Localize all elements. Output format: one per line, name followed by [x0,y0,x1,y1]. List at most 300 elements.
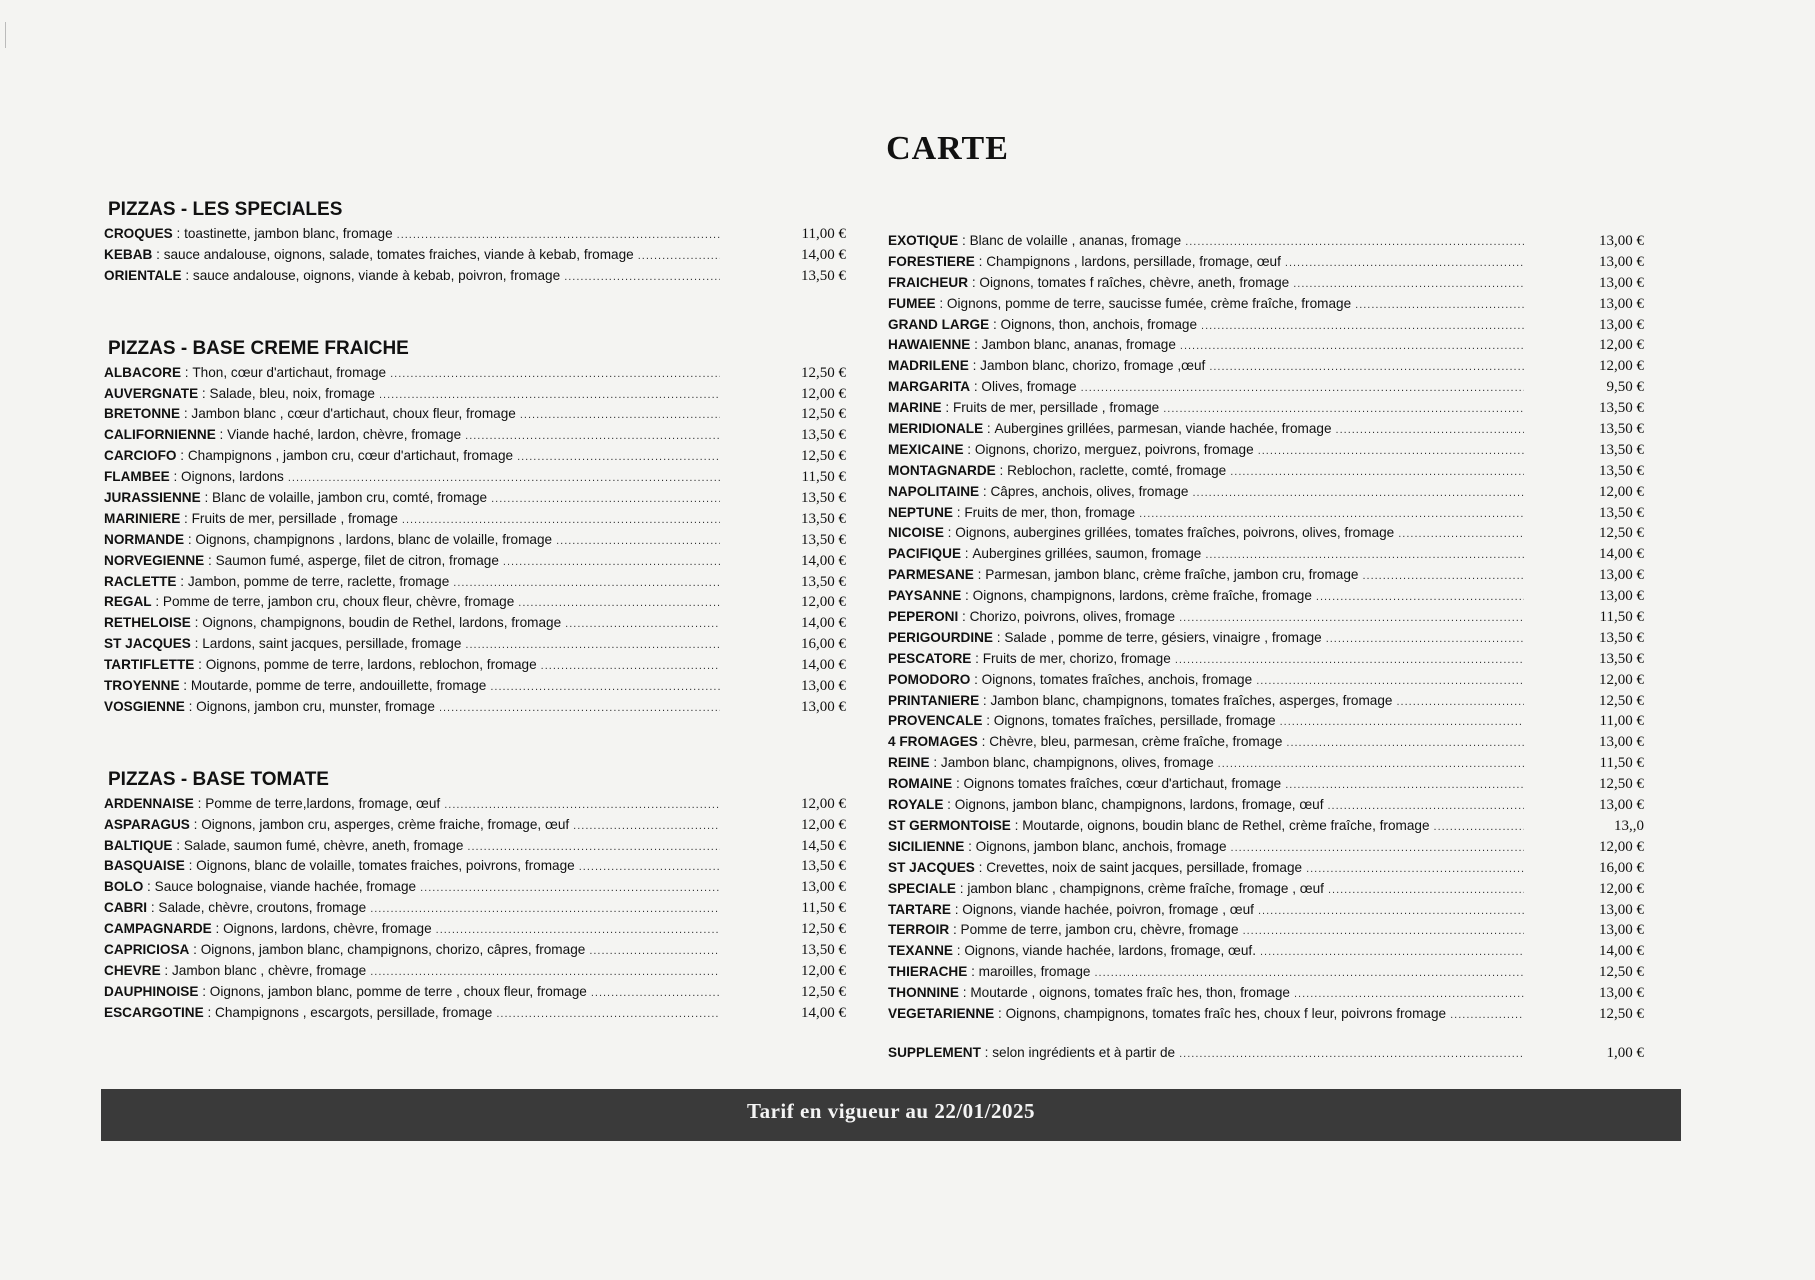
menu-item-description: Jambon, pomme de terre, raclette, fromage [187,573,450,589]
menu-item-price: 12,00 € [801,594,846,611]
menu-item-separator: : [982,713,994,729]
menu-item [104,224,846,245]
menu-item-separator: : [215,427,228,443]
menu-item-price: 13,50 € [1599,441,1644,458]
menu-item-description: Jambon blanc, champignons, olives, fromage [940,755,1214,771]
menu-item-name: THIERACHE [888,964,968,980]
menu-item-description: Fruits de mer, persillade , fromage [952,400,1160,416]
menu-item-separator: : [203,1004,216,1020]
menu-item [104,940,846,961]
menu-item-separator: : [961,546,973,562]
menu-item-description: Chorizo, poivrons, olives, fromage [969,609,1176,625]
menu-item-name: NORVEGIENNE [104,552,205,568]
menu-item-description: Moutarde, pomme de terre, andouillette, fromage [190,678,487,694]
menu-item-separator: : [189,942,201,958]
menu-item [104,245,846,266]
menu-item-separator: : [180,510,192,526]
leader-dots [379,385,720,406]
menu-item [104,613,846,634]
menu-item-text [104,245,724,267]
menu-item-name: MONTAGNARDE [888,462,996,478]
menu-item-price: 11,50 € [801,900,846,917]
menu-item-price: 13,50 € [801,573,846,590]
leader-dots [1328,880,1524,901]
leader-dots [564,267,720,288]
menu-item-name: BASQUAISE [104,858,185,874]
menu-item-price: 13,50 € [801,531,846,548]
menu-item-text [104,1003,724,1025]
menu-item-name: MEXICAINE [888,441,964,457]
menu-item-price: 12,00 € [801,816,846,833]
section-title: PIZZAS - BASE TOMATE [108,768,329,790]
leader-dots [1218,754,1524,775]
menu-item-text [104,919,724,941]
menu-item-price: 14,00 € [801,657,846,674]
leader-dots [1450,1005,1524,1026]
menu-item-price: 11,50 € [1599,609,1644,626]
menu-item-text [104,363,724,385]
right-column [888,231,1644,1064]
supplement-row [888,1043,1644,1064]
menu-item-separator: : [961,588,973,604]
menu-item-price: 13,50 € [1599,421,1644,438]
menu-item-description: Pomme de terre,lardons, fromage, œuf [205,795,441,811]
menu-item-price: 14,00 € [801,615,846,632]
menu-item-separator: : [995,462,1008,478]
menu-item-text [888,273,1528,295]
menu-item-separator: : [184,698,197,714]
menu-item-text [104,224,724,246]
menu-item-price: 12,50 € [801,406,846,423]
menu-item-name: MARINE [888,400,942,416]
menu-section [104,337,846,718]
menu-item-text [888,398,1528,420]
menu-item-name: FUMEE [888,295,936,311]
menu-item-name: TARTARE [888,901,951,917]
menu-item-description: Aubergines grillées, saumon, fromage [972,546,1202,562]
leader-dots [397,225,720,246]
menu-item-name: NEPTUNE [888,504,953,520]
menu-item-text [104,655,724,677]
menu-item-price: 14,00 € [801,1004,846,1021]
menu-item-separator: : [994,1005,1006,1021]
leader-dots [402,510,720,531]
menu-item-text [104,488,724,510]
leader-dots [541,656,720,677]
menu-item-name: ORIENTALE [104,267,182,283]
menu-item-description: Jambon blanc, chorizo, fromage ,œuf [980,358,1206,374]
menu-item-text [888,774,1528,796]
menu-item-price: 12,00 € [801,962,846,979]
menu-item-text [888,649,1528,671]
leader-dots [1396,692,1524,713]
menu-item-text [888,482,1528,504]
menu-item-price: 14,00 € [801,246,846,263]
menu-item-price: 12,00 € [1599,337,1644,354]
menu-item-price: 14,00 € [1599,943,1644,960]
menu-item [104,898,846,919]
menu-item-text [888,816,1528,838]
menu-item-text [888,315,1528,337]
page-title: CARTE [886,130,1009,167]
menu-item-text [104,898,724,920]
menu-item-description: Champignons , lardons, persillade, fromage, œuf [986,253,1281,269]
menu-item-price: 12,50 € [1599,692,1644,709]
menu-item-name: SICILIENNE [888,838,965,854]
menu-item-text [888,252,1528,274]
menu-item-price: 13,00 € [1599,922,1644,939]
menu-item-price: 12,50 € [1599,776,1644,793]
leader-dots [496,1004,720,1025]
menu-item-name: ASPARAGUS [104,816,190,832]
leader-dots [638,246,720,267]
menu-item-text [888,691,1528,713]
menu-item [888,419,1644,440]
menu-item-separator: : [181,267,193,283]
menu-item-text [104,697,724,719]
menu-item-description: Oignons, aubergines grillées, tomates fraîches, poivrons, olives, fromage [955,525,1395,541]
menu-item [104,815,846,836]
menu-item-description: Oignons, champignons , lardons, blanc de volaille, fromage [195,531,553,547]
menu-item-description: maroilles, fromage [978,964,1091,980]
menu-item-description: Oignons, tomates fraîches, persillade, fromage [993,713,1276,729]
menu-item [888,879,1644,900]
menu-item-separator: : [959,985,971,1001]
menu-item-price: 13,00 € [801,678,846,695]
menu-item-separator: : [169,469,182,485]
menu-item-separator: : [964,838,976,854]
menu-item-text [888,231,1528,253]
menu-item-name: PACIFIQUE [888,546,962,562]
menu-item-name: AUVERGNATE [104,385,199,401]
menu-item [104,697,846,718]
menu-item-description: Oignons, champignons, tomates fraîc hes, choux f leur, poivrons fromage [1005,1005,1447,1021]
menu-item-description: Salade, bleu, noix, fromage [209,385,375,401]
leader-dots [556,531,720,552]
menu-item-description: Oignons, tomates fraîches, anchois, fromage [981,671,1253,687]
menu-item-description: jambon blanc , champignons, crème fraîche, fromage , œuf [967,880,1324,896]
menu-item-name: CAPRICIOSA [104,942,190,958]
menu-item-description: Thon, cœur d'artichaut, fromage [192,364,387,380]
menu-item-text [104,467,724,489]
menu-item-price: 12,50 € [801,983,846,1000]
menu-item-text [104,404,724,426]
menu-item-name: TERROIR [888,922,950,938]
footer-bar: Tarif en vigueur au 22/01/2025 [101,1089,1681,1141]
menu-item-separator: : [955,880,968,896]
menu-item-description: Jambon blanc , chèvre, fromage [172,962,367,978]
menu-item-description: Oignons, jambon blanc, champignons, lardons, fromage, œuf [954,797,1324,813]
menu-item-price: 13,00 € [1599,797,1644,814]
menu-item-price: 12,00 € [1599,671,1644,688]
menu-item-description: Lardons, saint jacques, persillade, fromage [202,636,462,652]
menu-item-description: Parmesan, jambon blanc, crème fraîche, jambon cru, fromage [985,567,1359,583]
leader-dots [1260,942,1524,963]
menu-item-price: 12,00 € [801,795,846,812]
menu-item [888,795,1644,816]
menu-item [104,363,846,384]
menu-item-description: Salade, chèvre, croutons, fromage [158,900,367,916]
menu-item-name: PAYSANNE [888,588,962,604]
menu-item-name: FRAICHEUR [888,274,969,290]
menu-item-text [104,551,724,573]
leader-dots [1306,859,1524,880]
menu-item-text [888,983,1528,1005]
menu-item-price: 12,50 € [1599,1005,1644,1022]
menu-item [888,231,1644,252]
menu-item-separator: : [198,983,210,999]
menu-item [104,1003,846,1024]
menu-item-price: 14,00 € [1599,546,1644,563]
menu-item-separator: : [979,483,991,499]
leader-dots [1258,441,1524,462]
menu-item-separator: : [993,629,1005,645]
menu-item-separator: : [160,962,172,978]
menu-item-name: PROVENCALE [888,713,983,729]
menu-item-description: Oignons, thon, anchois, fromage [1000,316,1198,332]
menu-item-description: Oignons, viande hachée, lardons, fromage, œuf. [964,943,1256,959]
menu-item-price: 13,50 € [801,267,846,284]
menu-item-name: CALIFORNIENNE [104,427,216,443]
leader-dots [503,552,720,573]
menu-item-name: ST JACQUES [888,859,975,875]
menu-item-text [888,941,1528,963]
menu-item-separator: : [179,678,191,694]
menu-item-name: GRAND LARGE [888,316,990,332]
menu-item-price: 12,50 € [1599,964,1644,981]
menu-item-price: 13,50 € [801,858,846,875]
leader-dots [467,837,720,858]
menu-item-description: Oignons, pomme de terre, lardons, reblochon, fromage [205,657,537,673]
menu-item-description: Jambon blanc , cœur d'artichaut, choux fleur, fromage [191,406,516,422]
menu-item-separator: : [970,337,982,353]
menu-item-name: RETHELOISE [104,615,191,631]
menu-item [888,900,1644,921]
section-title: PIZZAS - LES SPECIALES [108,199,343,220]
menu-item-text [888,565,1528,587]
menu-item [888,858,1644,879]
menu-item-text [888,377,1528,399]
menu-item-description: toastinette, jambon blanc, fromage [184,226,393,241]
menu-item-separator: : [977,734,990,750]
menu-item [104,655,846,676]
menu-item-text [888,586,1528,608]
menu-item-name: REINE [888,755,930,771]
menu-item [888,711,1644,732]
menu-item-description: Pomme de terre, jambon cru, choux fleur, chèvre, fromage [162,594,515,610]
menu-item [104,425,846,446]
menu-item-separator: : [189,816,202,832]
leader-dots [1192,483,1524,504]
leader-dots [520,405,720,426]
leader-dots [579,857,720,878]
menu-item-description: Oignons, champignons, boudin de Rethel, lardons, fromage [202,615,562,631]
menu-item-text [888,962,1528,984]
menu-item-description: Blanc de volaille , ananas, fromage [969,233,1182,248]
menu-item-text [104,961,724,983]
menu-item-name: ARDENNAISE [104,795,194,811]
menu-item-price: 11,50 € [801,469,846,486]
menu-item [104,877,846,898]
menu-item-text [104,836,724,858]
menu-item-name: PERIGOURDINE [888,629,993,645]
leader-dots [1179,608,1524,629]
leader-dots [1285,253,1524,274]
menu-item-name: CROQUES [104,226,173,241]
leader-dots [1336,420,1524,441]
menu-item-price: 13,50 € [1599,629,1644,646]
menu-item-text [104,613,724,635]
scan-edge-mark [5,22,6,48]
leader-dots [589,941,720,962]
menu-item-text [888,920,1528,942]
menu-item-text [104,676,724,698]
menu-item-price: 13,00 € [1599,233,1644,249]
menu-item-name: MARGARITA [888,379,971,395]
menu-item-description: Jambon blanc, champignons, tomates fraîches, asperges, fromage [990,692,1393,708]
menu-item-price: 12,00 € [1599,483,1644,500]
menu-item-separator: : [970,671,982,687]
menu-item-description: Reblochon, raclette, comté, fromage [1007,462,1227,478]
menu-item [104,982,846,1003]
menu-item-separator: : [929,755,941,771]
menu-item [888,983,1644,1004]
menu-item-text [888,523,1528,545]
menu-item-price: 13,00 € [1599,253,1644,270]
leader-dots [591,983,720,1004]
menu-item-separator: : [958,233,970,248]
menu-item-name: EXOTIQUE [888,233,959,248]
menu-item-name: FORESTIERE [888,253,975,269]
menu-item-price: 12,50 € [801,364,846,381]
menu-item-description: Oignons, tomates f raîches, chèvre, aneth, fromage [979,274,1290,290]
menu-item-name: RACLETTE [104,573,177,589]
menu-item-text [104,856,724,878]
menu-item-separator: : [963,441,975,457]
menu-item [888,607,1644,628]
menu-item-name: TARTIFLETTE [104,657,195,673]
menu-item-text [104,982,724,1004]
menu-item-text [888,670,1528,692]
menu-item-description: Oignons, jambon blanc, pomme de terre , choux fleur, fromage [209,983,587,999]
menu-item-price: 12,00 € [801,385,846,402]
menu-item-text [888,711,1528,733]
menu-item-text [888,419,1528,441]
menu-item-text [888,795,1528,817]
menu-item-name: FLAMBEE [104,469,170,485]
menu-item-text [888,335,1528,357]
menu-item [888,962,1644,983]
leader-dots [1185,232,1524,253]
menu-item [888,482,1644,503]
menu-item [888,461,1644,482]
menu-item-name: BRETONNE [104,406,181,422]
leader-dots [439,698,720,719]
menu-item [104,551,846,572]
menu-item-separator: : [151,594,163,610]
menu-item [888,920,1644,941]
menu-item [888,670,1644,691]
menu-item-price: 13,00 € [1599,985,1644,1002]
menu-item-text [104,530,724,552]
menu-item-name: TEXANNE [888,943,953,959]
leader-dots [1286,733,1524,754]
menu-item [888,1004,1644,1025]
menu-item-description: Fruits de mer, thon, fromage [964,504,1136,520]
menu-item-text [888,732,1528,754]
menu-item-separator: : [152,246,164,262]
menu-item-description: Aubergines grillées, parmesan, viande hachée, fromage [994,421,1332,437]
menu-item [888,1043,1644,1064]
menu-item [104,919,846,940]
menu-item-price: 13,50 € [1599,504,1644,521]
menu-item-price: 13,50 € [1599,400,1644,417]
leader-dots [390,364,720,385]
menu-item-text [888,1004,1528,1026]
leader-dots [491,489,720,510]
menu-item-separator: : [971,650,983,666]
menu-item-description: Oignons, viande hachée, poivron, fromage , œuf [962,901,1254,917]
menu-item-price: 11,00 € [1599,713,1644,730]
menu-item-text [888,607,1528,629]
leader-dots [1139,504,1524,525]
leader-dots [444,795,720,816]
menu-item [104,676,846,697]
menu-item-separator: : [1010,817,1023,833]
menu-item [104,509,846,530]
menu-item-price: 1,00 € [1606,1044,1644,1061]
leader-dots [465,635,720,656]
menu-item-price: 12,00 € [1599,838,1644,855]
menu-item-separator: : [935,295,947,311]
menu-item-name: TROYENNE [104,678,180,694]
menu-item [888,252,1644,273]
menu-item-description: Fruits de mer, persillade , fromage [191,510,398,526]
menu-item-name: NAPOLITAINE [888,483,980,499]
menu-item-text [888,544,1528,566]
menu-item-text [888,461,1528,483]
menu-item-separator: : [176,448,188,464]
leader-dots [420,878,720,899]
menu-item-description: Moutarde, oignons, boudin blanc de Rethel, crème fraîche, fromage [1022,817,1430,833]
menu-item [104,836,846,857]
menu-item-price: 16,00 € [801,636,846,653]
menu-item-text [104,572,724,594]
menu-item [104,592,846,613]
leader-dots [1294,984,1524,1005]
leader-dots [465,426,720,447]
leader-dots [1094,963,1524,984]
menu-item-price: 16,00 € [1599,859,1644,876]
menu-item-separator: : [980,1044,993,1060]
left-column [104,198,846,1074]
menu-section [104,198,846,287]
menu-item-price: 14,00 € [801,552,846,569]
menu-item-price: 13,00 € [801,698,846,715]
menu-item-name: CHEVRE [104,962,161,978]
menu-item-separator: : [967,964,979,980]
leader-dots [517,447,720,468]
menu-item-name: ST GERMONTOISE [888,817,1011,833]
leader-dots [1328,796,1525,817]
leader-dots [1201,316,1524,337]
menu-item-description: Fruits de mer, chorizo, fromage [982,650,1171,666]
menu-item-text [104,815,724,837]
menu-item-price: 12,50 € [801,921,846,938]
leader-dots [1209,357,1524,378]
menu-item [888,732,1644,753]
menu-item-description: sauce andalouse, oignons, viande à kebab, poivron, fromage [192,267,561,283]
